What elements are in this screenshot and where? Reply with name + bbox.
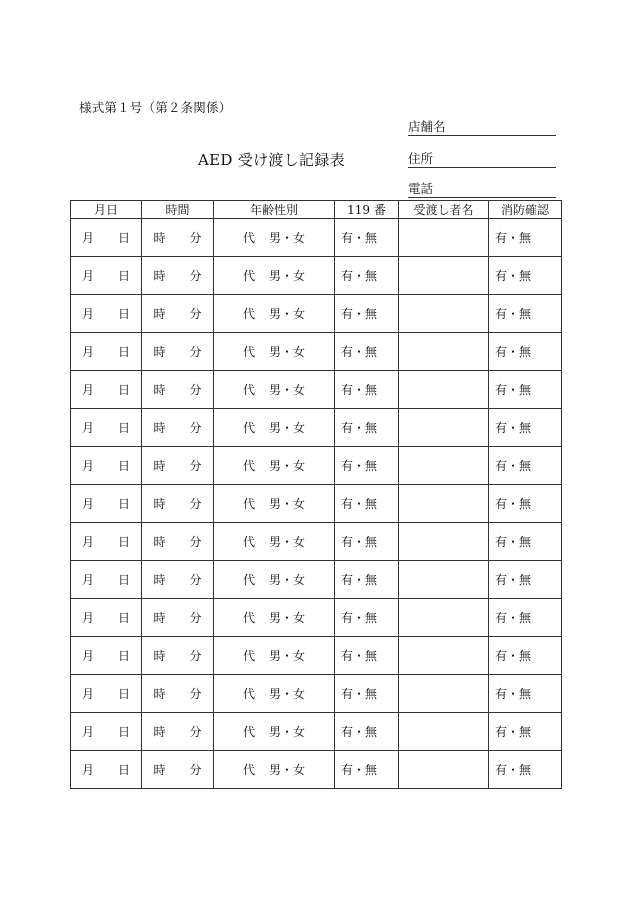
hour-label: 時 xyxy=(153,307,166,321)
fire-check-cell[interactable] xyxy=(489,333,562,371)
month-label: 月 xyxy=(81,421,94,435)
sex-options[interactable]: 男・女 xyxy=(269,649,306,663)
fire-check-options[interactable]: 有・無 xyxy=(495,307,532,321)
fire-check-options[interactable]: 有・無 xyxy=(495,459,532,473)
date-cell[interactable] xyxy=(71,219,142,257)
age-label: 代 xyxy=(242,345,255,359)
age-label: 代 xyxy=(242,421,255,435)
minute-label: 分 xyxy=(189,383,202,397)
call-119-options[interactable]: 有・無 xyxy=(341,725,378,739)
age-label: 代 xyxy=(242,725,255,739)
fire-check-options[interactable]: 有・無 xyxy=(495,649,532,663)
month-label: 月 xyxy=(81,345,94,359)
time-cell[interactable] xyxy=(142,485,214,523)
call-119-options[interactable]: 有・無 xyxy=(341,497,378,511)
day-label: 日 xyxy=(118,573,131,587)
receiver-cell[interactable] xyxy=(399,295,489,333)
month-label: 月 xyxy=(81,725,94,739)
address-field[interactable] xyxy=(408,150,556,168)
month-label: 月 xyxy=(81,307,94,321)
hour-label: 時 xyxy=(153,763,166,777)
age-label: 代 xyxy=(242,535,255,549)
fire-check-cell[interactable] xyxy=(489,561,562,599)
day-label: 日 xyxy=(118,459,131,473)
day-label: 日 xyxy=(118,687,131,701)
table-row xyxy=(71,333,562,371)
age-label: 代 xyxy=(242,269,255,283)
time-cell[interactable] xyxy=(142,561,214,599)
hour-label: 時 xyxy=(153,687,166,701)
call-119-options[interactable]: 有・無 xyxy=(341,421,378,435)
fire-check-cell[interactable] xyxy=(489,523,562,561)
age-sex-cell[interactable] xyxy=(214,447,335,485)
receiver-cell[interactable] xyxy=(399,713,489,751)
sex-options[interactable]: 男・女 xyxy=(269,535,306,549)
phone-label: 電話 xyxy=(408,181,434,196)
header-fire-check: 消防確認 xyxy=(489,201,562,219)
day-label: 日 xyxy=(118,611,131,625)
table-row xyxy=(71,675,562,713)
page-title: AED 受け渡し記録表 xyxy=(198,151,345,169)
receiver-cell[interactable] xyxy=(399,599,489,637)
call-119-cell[interactable] xyxy=(335,599,399,637)
sex-options[interactable]: 男・女 xyxy=(269,573,306,587)
table-row xyxy=(71,561,562,599)
table-row xyxy=(71,751,562,789)
time-cell[interactable] xyxy=(142,599,214,637)
call-119-cell[interactable] xyxy=(335,675,399,713)
receiver-cell[interactable] xyxy=(399,447,489,485)
call-119-cell[interactable] xyxy=(335,409,399,447)
age-label: 代 xyxy=(242,497,255,511)
date-cell[interactable] xyxy=(71,409,142,447)
hour-label: 時 xyxy=(153,231,166,245)
table-row xyxy=(71,485,562,523)
fire-check-cell[interactable] xyxy=(489,637,562,675)
fire-check-options[interactable]: 有・無 xyxy=(495,269,532,283)
call-119-options[interactable]: 有・無 xyxy=(341,307,378,321)
age-sex-cell[interactable] xyxy=(214,599,335,637)
header-receiver: 受渡し者名 xyxy=(399,201,489,219)
time-cell[interactable] xyxy=(142,751,214,789)
month-label: 月 xyxy=(81,687,94,701)
date-cell[interactable] xyxy=(71,675,142,713)
month-label: 月 xyxy=(81,649,94,663)
fire-check-options[interactable]: 有・無 xyxy=(495,231,532,245)
time-cell[interactable] xyxy=(142,371,214,409)
phone-field[interactable] xyxy=(408,180,556,198)
hour-label: 時 xyxy=(153,497,166,511)
hour-label: 時 xyxy=(153,269,166,283)
table-row xyxy=(71,447,562,485)
call-119-options[interactable]: 有・無 xyxy=(341,687,378,701)
date-cell[interactable] xyxy=(71,523,142,561)
fire-check-cell[interactable] xyxy=(489,599,562,637)
month-label: 月 xyxy=(81,231,94,245)
call-119-cell[interactable] xyxy=(335,751,399,789)
fire-check-cell[interactable] xyxy=(489,447,562,485)
date-cell[interactable] xyxy=(71,295,142,333)
fire-check-cell[interactable] xyxy=(489,485,562,523)
table-row xyxy=(71,599,562,637)
call-119-cell[interactable] xyxy=(335,295,399,333)
call-119-options[interactable]: 有・無 xyxy=(341,573,378,587)
hour-label: 時 xyxy=(153,649,166,663)
header-time: 時間 xyxy=(142,201,214,219)
day-label: 日 xyxy=(118,269,131,283)
time-cell[interactable] xyxy=(142,219,214,257)
sex-options[interactable]: 男・女 xyxy=(269,459,306,473)
sex-options[interactable]: 男・女 xyxy=(269,231,306,245)
fire-check-options[interactable]: 有・無 xyxy=(495,763,532,777)
call-119-options[interactable]: 有・無 xyxy=(341,649,378,663)
hour-label: 時 xyxy=(153,725,166,739)
fire-check-options[interactable]: 有・無 xyxy=(495,725,532,739)
fire-check-options[interactable]: 有・無 xyxy=(495,383,532,397)
fire-check-cell[interactable] xyxy=(489,295,562,333)
aed-record-table xyxy=(70,200,562,789)
sex-options[interactable]: 男・女 xyxy=(269,345,306,359)
sex-options[interactable]: 男・女 xyxy=(269,687,306,701)
month-label: 月 xyxy=(81,497,94,511)
call-119-cell[interactable] xyxy=(335,371,399,409)
fire-check-options[interactable]: 有・無 xyxy=(495,535,532,549)
call-119-cell[interactable] xyxy=(335,219,399,257)
fire-check-cell[interactable] xyxy=(489,409,562,447)
day-label: 日 xyxy=(118,345,131,359)
call-119-options[interactable]: 有・無 xyxy=(341,383,378,397)
hour-label: 時 xyxy=(153,383,166,397)
date-cell[interactable] xyxy=(71,447,142,485)
receiver-cell[interactable] xyxy=(399,219,489,257)
month-label: 月 xyxy=(81,611,94,625)
month-label: 月 xyxy=(81,383,94,397)
day-label: 日 xyxy=(118,421,131,435)
sex-options[interactable]: 男・女 xyxy=(269,763,306,777)
hour-label: 時 xyxy=(153,459,166,473)
time-cell[interactable] xyxy=(142,523,214,561)
fire-check-options[interactable]: 有・無 xyxy=(495,611,532,625)
date-cell[interactable] xyxy=(71,751,142,789)
table-row xyxy=(71,257,562,295)
call-119-options[interactable]: 有・無 xyxy=(341,459,378,473)
date-cell[interactable] xyxy=(71,637,142,675)
call-119-cell[interactable] xyxy=(335,485,399,523)
month-label: 月 xyxy=(81,763,94,777)
receiver-cell[interactable] xyxy=(399,257,489,295)
fire-check-cell[interactable] xyxy=(489,257,562,295)
time-cell[interactable] xyxy=(142,257,214,295)
day-label: 日 xyxy=(118,231,131,245)
call-119-options[interactable]: 有・無 xyxy=(341,345,378,359)
age-sex-cell[interactable] xyxy=(214,523,335,561)
sex-options[interactable]: 男・女 xyxy=(269,497,306,511)
fire-check-cell[interactable] xyxy=(489,219,562,257)
fire-check-options[interactable]: 有・無 xyxy=(495,573,532,587)
table-row xyxy=(71,371,562,409)
sex-options[interactable]: 男・女 xyxy=(269,725,306,739)
age-label: 代 xyxy=(242,231,255,245)
date-cell[interactable] xyxy=(71,257,142,295)
date-cell[interactable] xyxy=(71,371,142,409)
time-cell[interactable] xyxy=(142,333,214,371)
minute-label: 分 xyxy=(189,459,202,473)
minute-label: 分 xyxy=(189,611,202,625)
hour-label: 時 xyxy=(153,421,166,435)
fire-check-options[interactable]: 有・無 xyxy=(495,687,532,701)
minute-label: 分 xyxy=(189,269,202,283)
table-row xyxy=(71,219,562,257)
day-label: 日 xyxy=(118,725,131,739)
minute-label: 分 xyxy=(189,535,202,549)
age-label: 代 xyxy=(242,649,255,663)
call-119-cell[interactable] xyxy=(335,257,399,295)
receiver-cell[interactable] xyxy=(399,333,489,371)
table-row xyxy=(71,637,562,675)
age-sex-cell[interactable] xyxy=(214,295,335,333)
hour-label: 時 xyxy=(153,345,166,359)
date-cell[interactable] xyxy=(71,599,142,637)
sex-options[interactable]: 男・女 xyxy=(269,383,306,397)
call-119-cell[interactable] xyxy=(335,523,399,561)
age-sex-cell[interactable] xyxy=(214,561,335,599)
sex-options[interactable]: 男・女 xyxy=(269,269,306,283)
month-label: 月 xyxy=(81,535,94,549)
date-cell[interactable] xyxy=(71,713,142,751)
age-label: 代 xyxy=(242,611,255,625)
minute-label: 分 xyxy=(189,307,202,321)
receiver-cell[interactable] xyxy=(399,371,489,409)
age-sex-cell[interactable] xyxy=(214,219,335,257)
time-cell[interactable] xyxy=(142,295,214,333)
minute-label: 分 xyxy=(189,687,202,701)
date-cell[interactable] xyxy=(71,485,142,523)
store-name-field[interactable] xyxy=(408,118,556,136)
month-label: 月 xyxy=(81,573,94,587)
table-row xyxy=(71,713,562,751)
header-age-sex: 年齢性別 xyxy=(214,201,335,219)
header-date: 月日 xyxy=(71,201,142,219)
date-cell[interactable] xyxy=(71,561,142,599)
minute-label: 分 xyxy=(189,497,202,511)
table-row xyxy=(71,523,562,561)
age-label: 代 xyxy=(242,573,255,587)
fire-check-options[interactable]: 有・無 xyxy=(495,497,532,511)
call-119-options[interactable]: 有・無 xyxy=(341,231,378,245)
hour-label: 時 xyxy=(153,611,166,625)
day-label: 日 xyxy=(118,535,131,549)
fire-check-cell[interactable] xyxy=(489,371,562,409)
minute-label: 分 xyxy=(189,649,202,663)
sex-options[interactable]: 男・女 xyxy=(269,307,306,321)
table-row xyxy=(71,295,562,333)
age-label: 代 xyxy=(242,307,255,321)
age-sex-cell[interactable] xyxy=(214,713,335,751)
minute-label: 分 xyxy=(189,345,202,359)
receiver-cell[interactable] xyxy=(399,751,489,789)
day-label: 日 xyxy=(118,649,131,663)
sex-options[interactable]: 男・女 xyxy=(269,611,306,625)
receiver-cell[interactable] xyxy=(399,485,489,523)
call-119-options[interactable]: 有・無 xyxy=(341,611,378,625)
table-row xyxy=(71,409,562,447)
month-label: 月 xyxy=(81,269,94,283)
age-sex-cell[interactable] xyxy=(214,257,335,295)
minute-label: 分 xyxy=(189,725,202,739)
age-sex-cell[interactable] xyxy=(214,637,335,675)
day-label: 日 xyxy=(118,763,131,777)
day-label: 日 xyxy=(118,497,131,511)
fire-check-options[interactable]: 有・無 xyxy=(495,421,532,435)
receiver-cell[interactable] xyxy=(399,637,489,675)
minute-label: 分 xyxy=(189,573,202,587)
call-119-options[interactable]: 有・無 xyxy=(341,763,378,777)
date-cell[interactable] xyxy=(71,333,142,371)
receiver-cell[interactable] xyxy=(399,523,489,561)
age-sex-cell[interactable] xyxy=(214,751,335,789)
day-label: 日 xyxy=(118,383,131,397)
call-119-cell[interactable] xyxy=(335,637,399,675)
age-label: 代 xyxy=(242,459,255,473)
minute-label: 分 xyxy=(189,421,202,435)
time-cell[interactable] xyxy=(142,447,214,485)
call-119-cell[interactable] xyxy=(335,333,399,371)
time-cell[interactable] xyxy=(142,713,214,751)
age-sex-cell[interactable] xyxy=(214,409,335,447)
age-sex-cell[interactable] xyxy=(214,675,335,713)
age-label: 代 xyxy=(242,383,255,397)
call-119-options[interactable]: 有・無 xyxy=(341,269,378,283)
address-label: 住所 xyxy=(408,151,434,166)
receiver-cell[interactable] xyxy=(399,561,489,599)
hour-label: 時 xyxy=(153,535,166,549)
table-header-row xyxy=(71,201,562,219)
sex-options[interactable]: 男・女 xyxy=(269,421,306,435)
receiver-cell[interactable] xyxy=(399,675,489,713)
minute-label: 分 xyxy=(189,763,202,777)
time-cell[interactable] xyxy=(142,675,214,713)
fire-check-options[interactable]: 有・無 xyxy=(495,345,532,359)
age-label: 代 xyxy=(242,687,255,701)
day-label: 日 xyxy=(118,307,131,321)
call-119-cell[interactable] xyxy=(335,447,399,485)
fire-check-cell[interactable] xyxy=(489,675,562,713)
receiver-cell[interactable] xyxy=(399,409,489,447)
header-119: 119 番 xyxy=(335,201,399,219)
call-119-options[interactable]: 有・無 xyxy=(341,535,378,549)
store-name-label: 店舗名 xyxy=(408,119,446,134)
month-label: 月 xyxy=(81,459,94,473)
age-sex-cell[interactable] xyxy=(214,371,335,409)
minute-label: 分 xyxy=(189,231,202,245)
time-cell[interactable] xyxy=(142,409,214,447)
form-number: 様式第１号（第２条関係） xyxy=(79,100,232,115)
age-label: 代 xyxy=(242,763,255,777)
hour-label: 時 xyxy=(153,573,166,587)
time-cell[interactable] xyxy=(142,637,214,675)
age-sex-cell[interactable] xyxy=(214,333,335,371)
fire-check-cell[interactable] xyxy=(489,713,562,751)
fire-check-cell[interactable] xyxy=(489,751,562,789)
call-119-cell[interactable] xyxy=(335,713,399,751)
age-sex-cell[interactable] xyxy=(214,485,335,523)
call-119-cell[interactable] xyxy=(335,561,399,599)
